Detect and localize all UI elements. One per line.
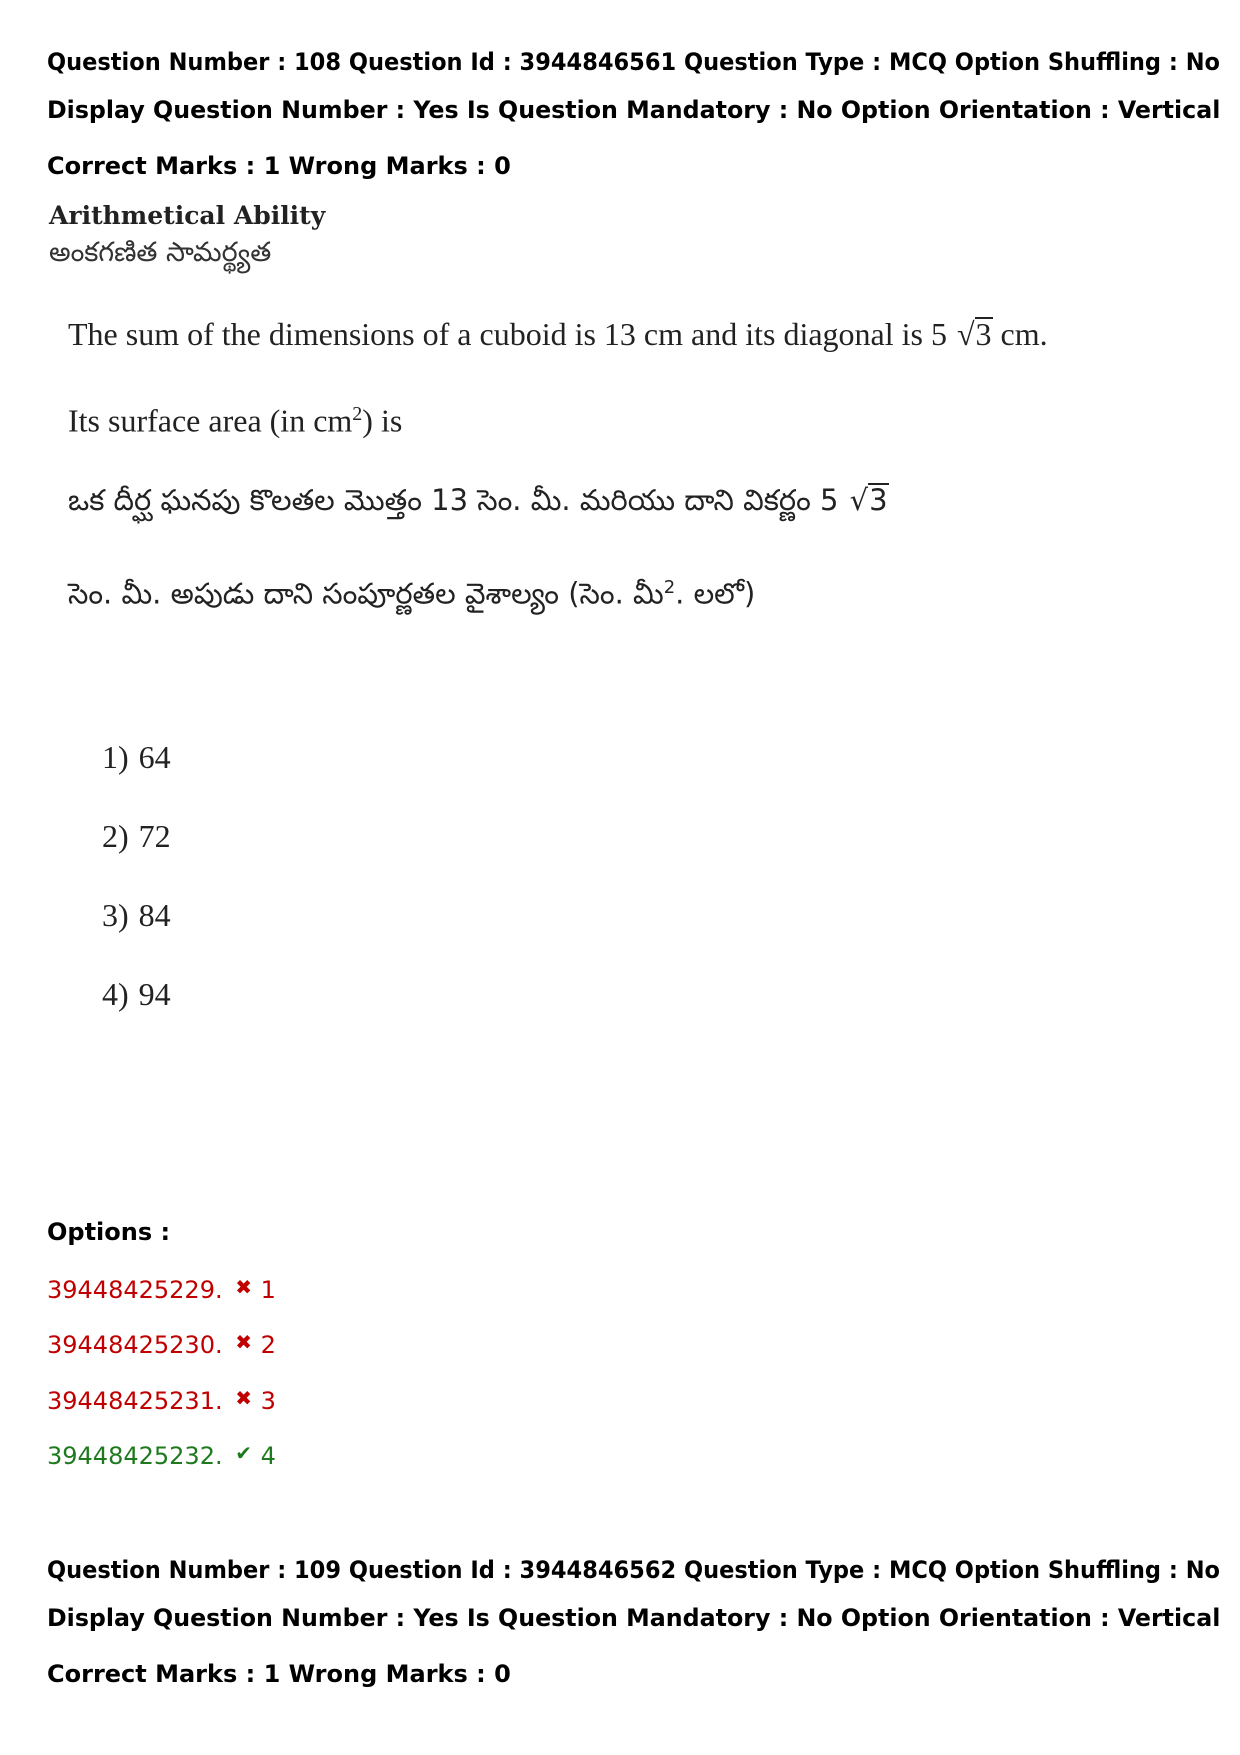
section-title-telugu: అంకగణిత సామర్థ్యత [49,237,272,268]
choice-1-number: 1) [102,739,129,775]
option-row-3 [47,1383,276,1416]
question-text-english-1a: The sum of the dimensions of a cuboid is 13 cm and its diagonal is 5 [68,316,955,352]
options-heading: Options : [47,1218,171,1246]
sqrt-radicand-telugu: 3 [869,483,888,517]
option-row-2 [47,1327,276,1360]
choice-1-value: 64 [138,739,171,775]
q108-meta-line-1: Question Number : 108 Question Id : 3944846561 Question Type : MCQ Option Shuffling : No [47,48,1220,76]
q109-meta-line-3: Correct Marks : 1 Wrong Marks : 0 [47,1660,511,1688]
choice-4 [102,974,171,1014]
q108-meta-line-3: Correct Marks : 1 Wrong Marks : 0 [47,152,511,180]
superscript-2: 2 [352,403,363,425]
question-text-english-2 [68,394,402,441]
question-text-english-2b: ) is [362,402,403,439]
question-text-telugu-2b: . లలో) [675,576,756,611]
checkmark-icon: ✔ [235,1441,252,1465]
choice-4-number: 4) [102,976,129,1012]
q109-meta-line-1: Question Number : 109 Question Id : 3944846562 Question Type : MCQ Option Shuffling : No [47,1556,1220,1584]
question-text-telugu-2 [68,568,755,614]
option-3-id: 39448425231. [47,1387,223,1415]
option-4-label: 4 [260,1442,276,1470]
q108-meta-line-2: Display Question Number : Yes Is Question Mandatory : No Option Orientation : Vertical [47,96,1221,124]
option-row-1 [47,1272,276,1305]
option-4-id: 39448425232. [47,1442,223,1470]
q109-meta-line-2: Display Question Number : Yes Is Question Mandatory : No Option Orientation : Vertical [47,1604,1221,1632]
option-2-id: 39448425230. [47,1331,223,1359]
choice-2 [102,816,171,856]
choice-3-number: 3) [102,897,129,933]
option-row-4 [47,1438,276,1471]
choice-2-number: 2) [102,818,129,854]
question-text-english-2a: Its surface area (in cm [68,402,353,439]
cross-icon: ✖ [235,1386,252,1410]
question-text-telugu-1 [68,480,889,520]
choice-3 [102,895,171,935]
choice-1 [102,737,171,777]
choice-4-value: 94 [138,976,171,1012]
question-text-english-1b: cm. [992,316,1048,352]
cross-icon: ✖ [235,1330,252,1354]
question-text-english-1 [68,314,1048,354]
question-text-telugu-2a: సెం. మీ. అపుడు దాని సంపూర్ణతల వైశాల్యం (సెం. మీ [68,576,664,611]
question-text-telugu-1a: ఒక దీర్ఘ ఘనపు కొలతల మొత్తం 13 సెం. మీ. మరియు దాని వికర్ణం 5 [68,483,848,517]
option-3-label: 3 [260,1387,276,1415]
sqrt-symbol: √3 [956,316,992,352]
cross-icon: ✖ [235,1275,252,1299]
superscript-2-telugu: 2 [663,577,676,598]
section-title-english: Arithmetical Ability [49,201,326,230]
option-2-label: 2 [260,1331,276,1359]
option-1-id: 39448425229. [47,1276,223,1304]
choice-3-value: 84 [138,897,171,933]
sqrt-radicand: 3 [975,316,992,352]
choice-2-value: 72 [138,818,171,854]
option-1-label: 1 [260,1276,276,1304]
sqrt-symbol-telugu: √3 [849,483,888,517]
